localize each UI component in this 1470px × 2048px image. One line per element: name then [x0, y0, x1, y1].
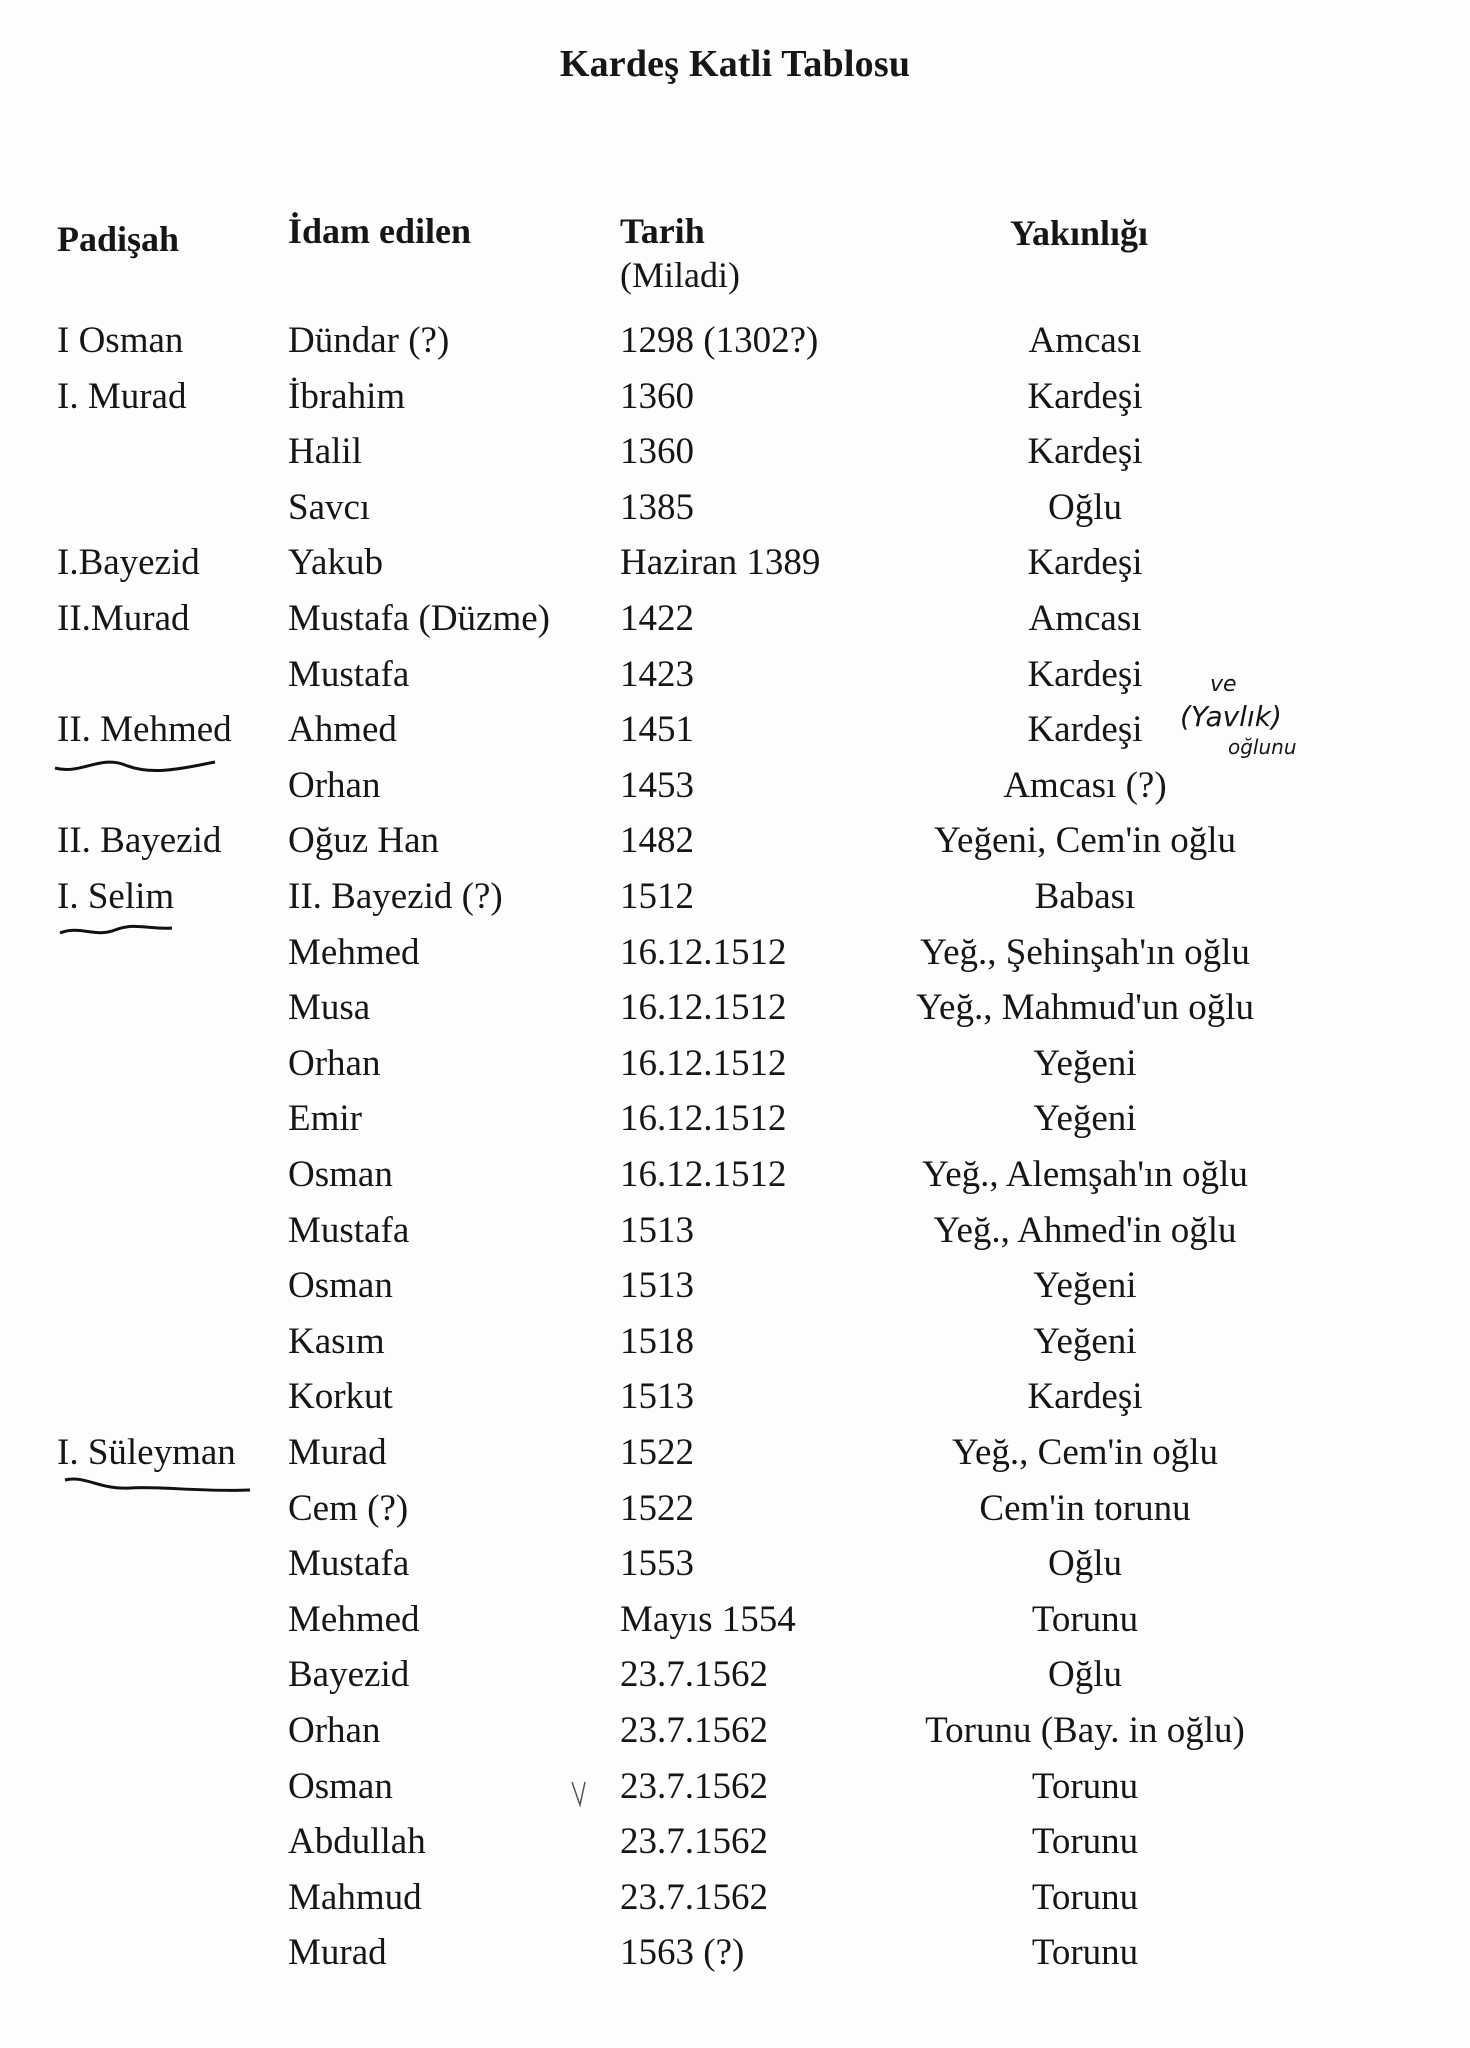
- cell-tarih: 1360: [620, 376, 694, 417]
- cell-yakinlik-text: Oğlu: [1048, 487, 1122, 528]
- cell-padisah: II. Bayezid: [57, 820, 222, 861]
- cell-yakinlik-text: Amcası: [1028, 320, 1142, 361]
- column-header-tarih: Tarih: [620, 211, 705, 251]
- cell-yakinlik-text: Yeğ., Ahmed'in oğlu: [933, 1210, 1237, 1251]
- cell-yakinlik-text: Cem'in torunu: [979, 1488, 1191, 1529]
- cell-padisah: II. Mehmed: [57, 709, 232, 750]
- cell-yakinlik-text: Torunu: [1031, 1877, 1139, 1918]
- column-header-yakinlik: Yakınlığı: [1010, 213, 1149, 253]
- cell-idam: Osman: [288, 1766, 393, 1807]
- cell-idam: Ahmed: [288, 709, 397, 750]
- cell-tarih: 1422: [620, 598, 694, 639]
- cell-idam: Yakub: [288, 542, 383, 583]
- underline-selim: [60, 926, 172, 933]
- cell-yakinlik-text: Oğlu: [1048, 1654, 1122, 1695]
- cell-yakinlik-text: Babası: [1034, 876, 1136, 917]
- cell-tarih: 1518: [620, 1321, 694, 1362]
- cell-idam: Murad: [288, 1432, 387, 1473]
- cell-yakinlik-text: Torunu: [1031, 1932, 1139, 1973]
- cell-tarih: 1522: [620, 1432, 694, 1473]
- cell-yakinlik-text: Yeğ., Alemşah'ın oğlu: [922, 1154, 1248, 1195]
- cell-tarih: 16.12.1512: [620, 987, 787, 1028]
- cell-tarih: 1482: [620, 820, 694, 861]
- cell-idam: Emir: [288, 1098, 362, 1139]
- cell-tarih: 1513: [620, 1210, 694, 1251]
- cell-yakinlik-text: Kardeşi: [1027, 709, 1143, 750]
- cell-idam: Kasım: [288, 1321, 385, 1362]
- cell-tarih: 23.7.1562: [620, 1710, 768, 1751]
- handwritten-note-mid: (Yavlık): [1180, 700, 1282, 733]
- cell-tarih: 1385: [620, 487, 694, 528]
- cell-yakinlik-text: Torunu: [1031, 1766, 1139, 1807]
- cell-padisah: I.Bayezid: [57, 542, 200, 583]
- cell-tarih: 1513: [620, 1265, 694, 1306]
- cell-padisah: II.Murad: [57, 598, 190, 639]
- cell-tarih: 23.7.1562: [620, 1877, 768, 1918]
- cell-idam: Oğuz Han: [288, 820, 440, 861]
- cell-tarih: 16.12.1512: [620, 1043, 787, 1084]
- cell-yakinlik-text: Yeğeni: [1033, 1043, 1137, 1084]
- cell-tarih: 23.7.1562: [620, 1821, 768, 1862]
- cell-yakinlik-text: Torunu: [1031, 1599, 1139, 1640]
- cell-tarih: 16.12.1512: [620, 1154, 787, 1195]
- cell-idam: Mustafa: [288, 654, 410, 695]
- cell-tarih: 1553: [620, 1543, 694, 1584]
- cell-yakinlik-text: Yeğeni, Cem'in oğlu: [934, 820, 1236, 861]
- cell-tarih: 23.7.1562: [620, 1766, 768, 1807]
- cell-yakinlik-text: Amcası: [1028, 598, 1142, 639]
- cell-idam: Halil: [288, 431, 362, 472]
- handwritten-note-bottom: oğlunu: [1228, 735, 1297, 759]
- cell-yakinlik-text: Amcası (?): [1003, 765, 1167, 806]
- cell-idam: Orhan: [288, 1043, 381, 1084]
- cell-tarih: 1563 (?): [620, 1932, 745, 1973]
- cell-yakinlik-text: Kardeşi: [1027, 542, 1143, 583]
- cell-tarih: 16.12.1512: [620, 932, 787, 973]
- cell-padisah: I. Murad: [57, 376, 187, 417]
- cell-idam: Mustafa: [288, 1210, 410, 1251]
- cell-yakinlik-text: Kardeşi: [1027, 376, 1143, 417]
- cell-yakinlik-text: Yeğ., Şehinşah'ın oğlu: [920, 932, 1250, 973]
- cell-idam: İbrahim: [288, 376, 406, 417]
- cell-padisah: I. Süleyman: [57, 1432, 236, 1473]
- cell-idam: Bayezid: [288, 1654, 410, 1695]
- cell-idam: Mehmed: [288, 1599, 420, 1640]
- cell-yakinlik-text: Yeğeni: [1033, 1321, 1137, 1362]
- cell-idam: Mahmud: [288, 1877, 422, 1918]
- cell-tarih: 1423: [620, 654, 694, 695]
- cell-yakinlik-text: Torunu (Bay. in oğlu): [925, 1710, 1245, 1751]
- cell-idam: Mustafa: [288, 1543, 410, 1584]
- cell-tarih: Haziran 1389: [620, 542, 821, 583]
- handwritten-note-top: ve: [1210, 672, 1237, 697]
- cell-yakinlik-text: Oğlu: [1048, 1543, 1122, 1584]
- cell-padisah: I Osman: [57, 320, 184, 361]
- page-title: Kardeş Katli Tablosu: [559, 43, 911, 85]
- cell-tarih: 1513: [620, 1376, 694, 1417]
- column-header-tarih-sub: (Miladi): [620, 255, 740, 295]
- cell-tarih: 23.7.1562: [620, 1654, 768, 1695]
- cell-tarih: 1298 (1302?): [620, 320, 819, 361]
- cell-yakinlik-text: Torunu: [1031, 1821, 1139, 1862]
- cell-idam: Musa: [288, 987, 371, 1028]
- cell-idam: Mustafa (Düzme): [288, 598, 550, 639]
- cell-yakinlik-text: Kardeşi: [1027, 1376, 1143, 1417]
- cell-tarih: 1453: [620, 765, 694, 806]
- underline-suleyman: [65, 1479, 250, 1490]
- cell-yakinlik-text: Yeğeni: [1033, 1265, 1137, 1306]
- cell-yakinlik-text: Kardeşi: [1027, 654, 1143, 695]
- cell-yakinlik-text: Kardeşi: [1027, 431, 1143, 472]
- cell-idam: Murad: [288, 1932, 387, 1973]
- cell-tarih: 1451: [620, 709, 694, 750]
- cell-padisah: I. Selim: [57, 876, 175, 917]
- cell-tarih: 1360: [620, 431, 694, 472]
- cell-yakinlik-text: Yeğeni: [1033, 1098, 1137, 1139]
- cell-idam: Osman: [288, 1265, 393, 1306]
- cell-idam: Korkut: [288, 1376, 393, 1417]
- cell-yakinlik-text: Yeğ., Cem'in oğlu: [951, 1432, 1219, 1473]
- cell-idam: Osman: [288, 1154, 393, 1195]
- column-header-padisah: Padişah: [57, 219, 180, 259]
- cell-idam: Cem (?): [288, 1488, 409, 1529]
- cell-yakinlik-text: Yeğ., Mahmud'un oğlu: [916, 987, 1254, 1028]
- cell-idam: Dündar (?): [288, 320, 450, 361]
- cell-tarih: 1512: [620, 876, 694, 917]
- cell-tarih: 16.12.1512: [620, 1098, 787, 1139]
- cell-tarih: 1522: [620, 1488, 694, 1529]
- cell-idam: Savcı: [288, 487, 371, 528]
- column-header-idam: İdam edilen: [288, 211, 472, 251]
- cell-idam: Orhan: [288, 765, 381, 806]
- cell-idam: Mehmed: [288, 932, 420, 973]
- underline-mehmed: [55, 762, 215, 771]
- cell-tarih: Mayıs 1554: [620, 1599, 796, 1640]
- cell-idam: Orhan: [288, 1710, 381, 1751]
- cell-idam: Abdullah: [288, 1821, 426, 1862]
- pencil-tick-mark: [572, 1782, 585, 1805]
- cell-idam: II. Bayezid (?): [288, 876, 503, 917]
